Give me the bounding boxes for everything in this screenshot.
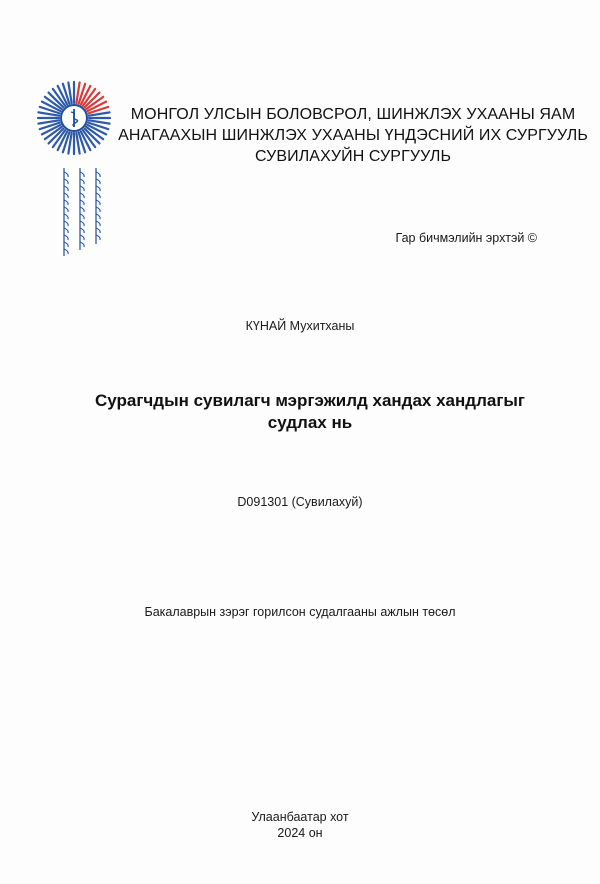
place-and-year xyxy=(0,809,600,841)
institution-header xyxy=(118,104,588,167)
university-emblem-icon xyxy=(36,80,112,156)
thesis-title-line-1: Сурагчдын сувилагч мэргэжилд хандах хандлагыг xyxy=(94,391,526,410)
thesis-title-line-2: судлах нь xyxy=(267,413,353,432)
program-code: D091301 (Сувилахуй) xyxy=(237,495,363,509)
degree-description: Бакалаврын зэрэг горилсон судалгааны ажлын төсөл xyxy=(144,605,456,619)
ministry-name: МОНГОЛ УЛСЫН БОЛОВСРОЛ, ШИНЖЛЭХ УХААНЫ ЯАМ xyxy=(130,106,576,123)
copyright-notice: Гар бичмэлийн эрхтэй © xyxy=(395,231,537,245)
city: Улаанбаатар хот xyxy=(251,810,349,824)
author-name: КҮНАЙ Мухитханы xyxy=(245,319,355,333)
thesis-title xyxy=(60,390,560,434)
year: 2024 он xyxy=(277,826,323,840)
university-name: АНАГААХЫН ШИНЖЛЭХ УХААНЫ ҮНДЭСНИЙ ИХ СУРГУУЛЬ xyxy=(118,127,588,144)
school-name: СУВИЛАХУЙН СУРГУУЛЬ xyxy=(254,148,452,165)
mongolian-script-icon xyxy=(50,164,112,264)
